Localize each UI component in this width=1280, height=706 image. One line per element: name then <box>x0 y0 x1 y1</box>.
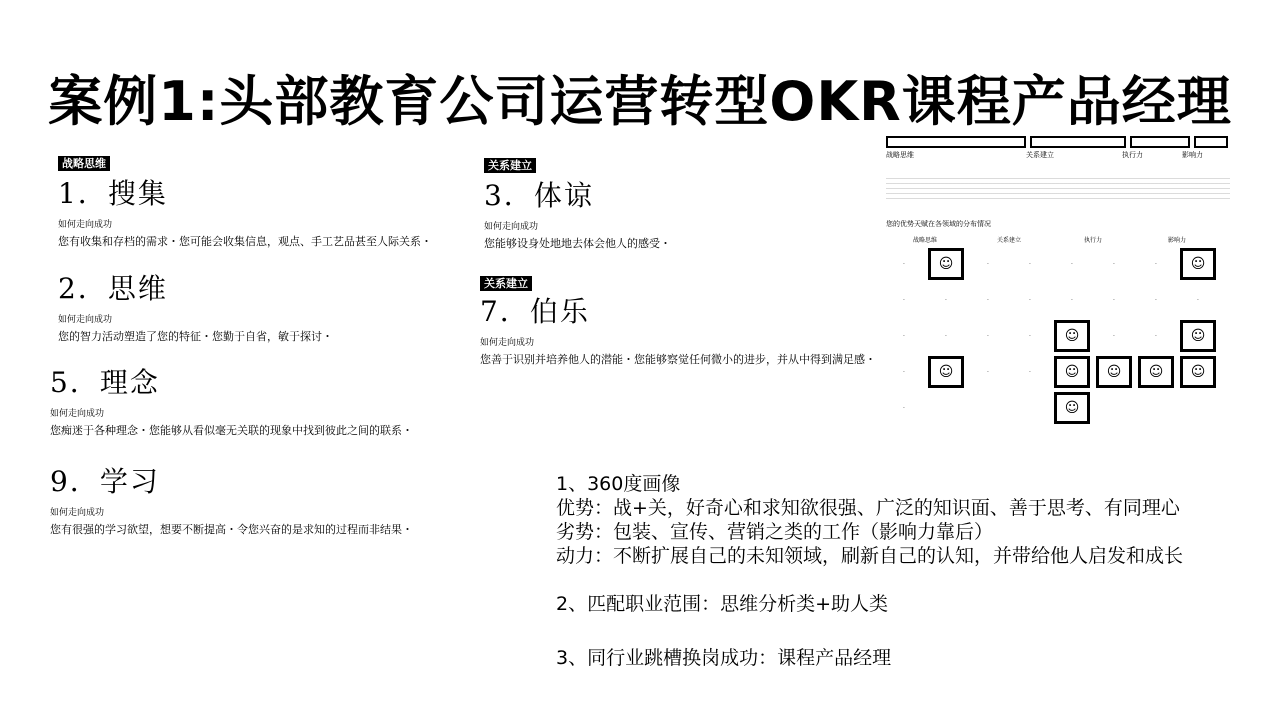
item-subtitle: 如何走向成功 <box>484 222 539 232</box>
grid-row <box>886 248 1230 280</box>
item-description: 您善于识别并培养他人的潜能・您能够察觉任何微小的进步，并从中得到满足感・ <box>480 353 876 366</box>
item-description: 您有收集和存档的需求・您可能会收集信息，观点、手工艺品甚至人际关系・ <box>58 235 432 248</box>
grid-cell: · <box>1071 260 1073 268</box>
grid-cell: · <box>1029 260 1031 268</box>
item-subtitle: 如何走向成功 <box>50 508 105 518</box>
person-icon: ☺ <box>1054 320 1090 352</box>
domain-bar <box>1030 136 1126 148</box>
strength-item-thinking <box>58 272 478 344</box>
item-subtitle: 如何走向成功 <box>58 315 113 325</box>
grid-cell <box>1012 392 1048 424</box>
strength-item-ideas <box>50 366 490 438</box>
column-head: 影响力 <box>1167 237 1186 244</box>
grid-cell: · <box>987 260 989 268</box>
grid-cell: · <box>1155 296 1157 304</box>
item-description: 您痴迷于各种理念・您能够从看似毫无关联的现象中找到彼此之间的联系・ <box>50 424 413 437</box>
item-heading: 5．理念 <box>50 366 160 399</box>
outcome-line: 3、同行业跳槽换岗成功：课程产品经理 <box>556 647 892 669</box>
grid-cell: · <box>1113 332 1115 340</box>
grid-row <box>886 356 1230 388</box>
domain-bar <box>1130 136 1190 148</box>
domain-bar-labels <box>886 150 1230 160</box>
talent-distribution-figure <box>886 136 1230 424</box>
grid-cell: · <box>1071 296 1073 304</box>
grid-cell: · <box>987 368 989 376</box>
grid-cell <box>928 392 964 424</box>
person-icon: ☺ <box>1180 356 1216 388</box>
grid-cell: · <box>1155 332 1157 340</box>
person-icon: ☺ <box>1096 356 1132 388</box>
column-head: 执行力 <box>1083 237 1102 244</box>
grid-cell: · <box>987 296 989 304</box>
figure-caption: 您的优势天赋在各领域的分布情况 <box>886 220 991 228</box>
item-description: 您能够设身处地地去体会他人的感受・ <box>484 237 671 250</box>
domain-tag: 关系建立 <box>480 276 532 291</box>
domain-bars <box>886 136 1230 148</box>
domain-bar <box>1194 136 1228 148</box>
person-icon: ☺ <box>1054 392 1090 424</box>
grid-cell: · <box>1029 332 1031 340</box>
item-description: 您的智力活动塑造了您的特征・您勤于自省，敏于探讨・ <box>58 330 333 343</box>
item-heading: 3．体谅 <box>484 179 594 212</box>
grid-cell: · <box>1029 368 1031 376</box>
grid-row <box>886 392 1230 424</box>
grid-cell: · <box>1197 296 1199 304</box>
grid-cell: · <box>903 404 905 412</box>
person-icon: ☺ <box>928 356 964 388</box>
strengths-line: 优势：战+关，好奇心和求知欲很强、广泛的知识面、善于思考、有同理心 <box>556 497 1180 519</box>
grid-cell: · <box>1155 260 1157 268</box>
person-icon: ☺ <box>1180 248 1216 280</box>
grid-row <box>886 284 1230 316</box>
bar-label: 关系建立 <box>1026 151 1054 159</box>
strength-item-empathy <box>484 154 864 251</box>
item-subtitle: 如何走向成功 <box>480 338 535 348</box>
strength-item-learning <box>50 465 490 537</box>
grid-cell: · <box>1029 296 1031 304</box>
motivation-line: 动力：不断扩展自己的未知领域，刷新自己的认知，并带给他人启发和成长 <box>556 545 1184 567</box>
bar-label: 执行力 <box>1122 151 1143 159</box>
weaknesses-line: 劣势：包装、宣传、营销之类的工作（影响力靠后） <box>556 521 994 543</box>
grid-cell: · <box>1113 260 1115 268</box>
domain-tag: 战略思维 <box>58 156 110 171</box>
item-description: 您有很强的学习欲望，想要不断提高・令您兴奋的是求知的过程而非结果・ <box>50 523 413 536</box>
grid-cell: · <box>903 368 905 376</box>
grid-cell: · <box>903 332 905 340</box>
grid-cell: · <box>1113 296 1115 304</box>
item-subtitle: 如何走向成功 <box>58 220 113 230</box>
column-head: 关系建立 <box>996 237 1021 244</box>
person-icon: ☺ <box>1138 356 1174 388</box>
grid-cell: · <box>945 332 947 340</box>
portrait-heading: 1、360度画像 <box>556 473 681 495</box>
strength-item-collect <box>58 152 478 249</box>
item-heading: 7．伯乐 <box>480 295 590 328</box>
item-subtitle: 如何走向成功 <box>50 409 105 419</box>
bar-label: 战略思维 <box>886 151 914 159</box>
strength-item-developer <box>480 272 880 367</box>
grid-cell: · <box>987 332 989 340</box>
item-heading: 2．思维 <box>58 272 168 305</box>
person-icon: ☺ <box>928 248 964 280</box>
item-heading: 1．搜集 <box>58 177 168 210</box>
column-head: 战略思维 <box>912 237 937 244</box>
person-icon: ☺ <box>1054 356 1090 388</box>
analysis-text <box>556 472 1276 670</box>
figure-description-text <box>886 174 1230 200</box>
grid-cell <box>970 392 1006 424</box>
bar-label: 影响力 <box>1182 151 1203 159</box>
person-icon: ☺ <box>1180 320 1216 352</box>
domain-tag: 关系建立 <box>484 158 536 173</box>
grid-cell: · <box>945 296 947 304</box>
domain-bar <box>886 136 1026 148</box>
page-title: 案例1:头部教育公司运营转型OKR课程产品经理 <box>48 70 1232 133</box>
grid-cell: · <box>903 296 905 304</box>
grid-row <box>886 320 1230 352</box>
item-heading: 9．学习 <box>50 465 160 498</box>
career-match-line: 2、匹配职业范围：思维分析类+助人类 <box>556 593 889 615</box>
grid-cell: · <box>903 260 905 268</box>
figure-column-heads <box>886 235 1230 244</box>
